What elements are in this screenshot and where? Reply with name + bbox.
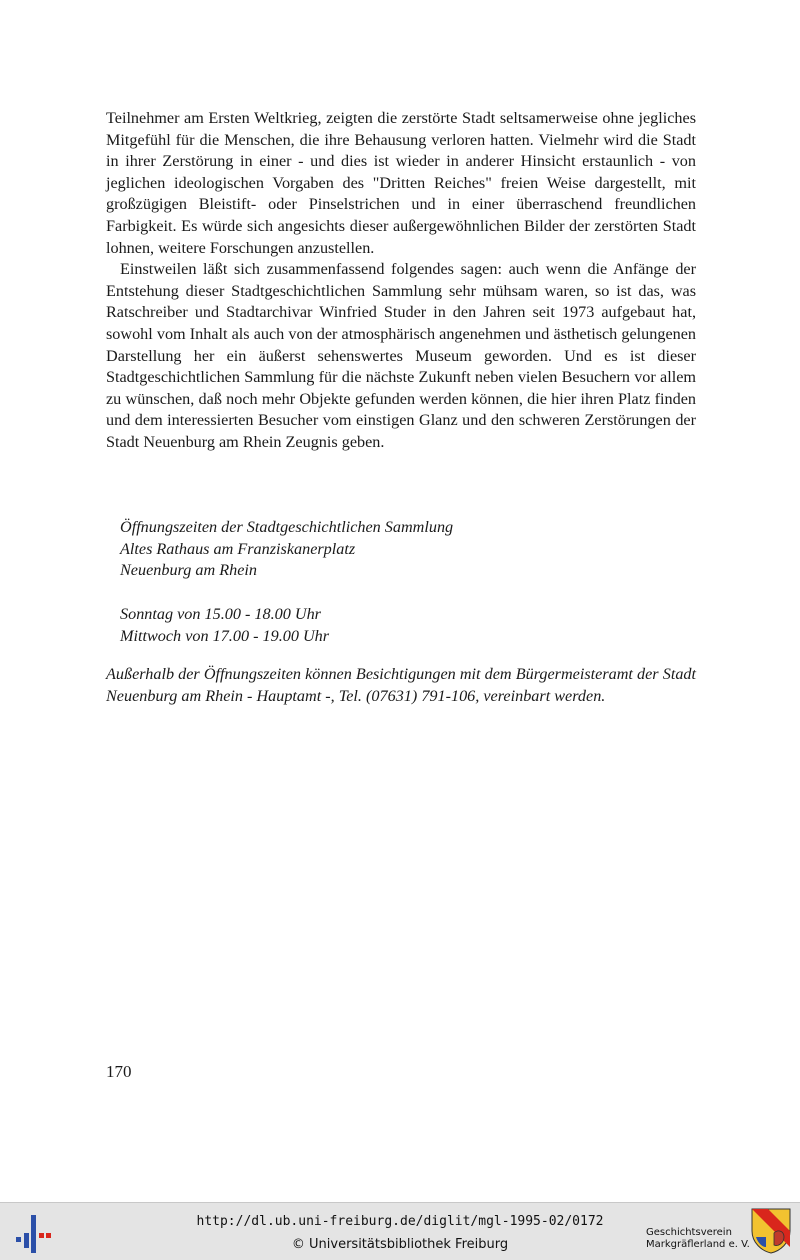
society-line-1: Geschichtsverein xyxy=(646,1227,732,1238)
paragraph-1: Teilnehmer am Ersten Weltkrieg, zeigten die zerstörte Stadt seltsamerweise ohne jegliches Mitgefühl für die Menschen, die ihre Behausung verloren hatten. Vielmehr wird die Stadt in ihrer Zerstörung in einer - und dies ist wieder in anderer Hinsicht erstaunlich - von jeglichen ideologischen Vorgaben des "Dritten Reiches" freien Weise dargestellt, mit großzügigen Bleistift- oder Pinselstrichen und in einer überraschend freundlichen Farbigkeit. Es würde sich angesichts dieser außergewöhnlichen Bilder der zerstörten Stadt lohnen, weitere Forschungen anzustellen. xyxy=(106,109,696,257)
appointment-note: Außerhalb der Öffnungszeiten können Besichtigungen mit dem Bürgermeisteramt der Stadt Neuenburg am Rhein - Hauptamt -, Tel. (07631) 791-106, vereinbart werden. xyxy=(106,665,696,705)
opening-hours-address xyxy=(106,517,696,582)
hours-sunday: Sonntag von 15.00 - 18.00 Uhr xyxy=(120,605,321,623)
opening-hours-heading: Öffnungszeiten der Stadtgeschichtlichen Sammlung xyxy=(120,518,454,536)
paragraph-2: Einstweilen läßt sich zusammenfassend folgendes sagen: auch wenn die Anfänge der Entstehung dieser Stadtgeschichtlichen Sammlung sehr mühsam waren, so ist das, was Ratschreiber und Stadtarchivar Winfried Studer in den Jahren seit 1973 aufgebaut hat, sowohl vom Inhalt als auch von der atmosphärisch angenehmen und ästhetisch gelungenen Darstellung her ein äußerst sehenswertes Museum geworden. Und es ist dieser Stadtgeschichtlichen Sammlung für die nächste Zukunft neben vielen Besuchern vor allem zu wünschen, daß noch mehr Objekte gefunden werden können, die hier ihren Platz finden und dem interessierten Besucher vom einstigen Glanz und den schweren Zerstörungen der Stadt Neuenburg am Rhein Zeugnis geben. xyxy=(106,260,696,451)
city-line: Neuenburg am Rhein xyxy=(120,561,257,580)
address-line: Altes Rathaus am Franziskanerplatz xyxy=(120,539,356,558)
footer-copyright: © Universitätsbibliothek Freiburg xyxy=(291,1237,509,1252)
coat-of-arms-icon xyxy=(750,1207,792,1255)
society-line-2: Markgräflerland e. V. xyxy=(646,1239,750,1250)
footer-url[interactable]: http://dl.ub.uni-freiburg.de/diglit/mgl-1995-02/0172 xyxy=(196,1214,604,1229)
page-number: 170 xyxy=(106,1062,132,1081)
footer-bar xyxy=(0,1202,800,1260)
body-text xyxy=(106,108,696,454)
opening-hours-times xyxy=(106,604,696,647)
society-name xyxy=(646,1227,750,1251)
hours-wednesday: Mittwoch von 17.00 - 19.00 Uhr xyxy=(120,626,330,645)
